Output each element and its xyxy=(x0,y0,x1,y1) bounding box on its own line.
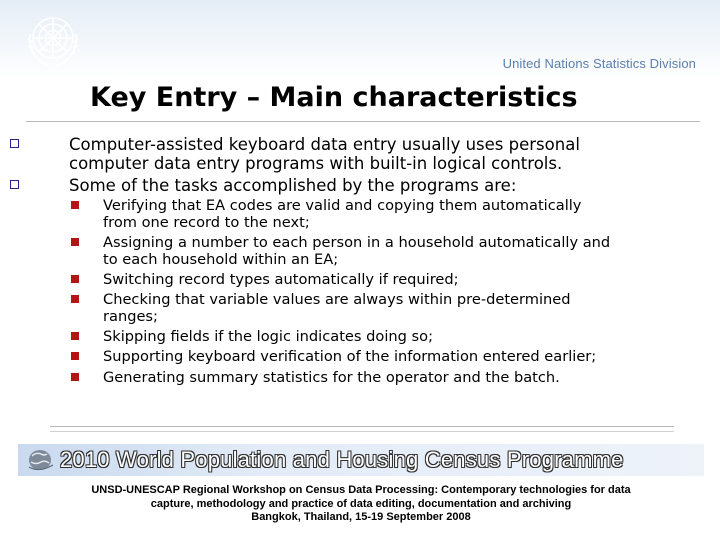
sub-list-item: Supporting keyboard verification of the information entered earlier; xyxy=(103,348,703,365)
filled-square-bullet-icon xyxy=(71,352,79,360)
sub-list-item: Checking that variable values are always within pre-determined ranges; xyxy=(103,291,703,325)
footer-divider xyxy=(50,431,674,432)
un-emblem-icon xyxy=(20,8,86,74)
organization-name: United Nations Statistics Division xyxy=(502,56,696,71)
sub-list-item: Assigning a number to each person in a household automatically and to each household within an EA; xyxy=(103,234,703,268)
sub-list-item: Skipping fields if the logic indicates doing so; xyxy=(103,328,703,345)
square-bullet-icon xyxy=(10,139,19,148)
globe-icon xyxy=(26,447,56,473)
programme-banner xyxy=(18,444,704,476)
filled-square-bullet-icon xyxy=(71,238,79,246)
filled-square-bullet-icon xyxy=(71,201,79,209)
slide-title: Key Entry – Main characteristics xyxy=(90,82,578,113)
filled-square-bullet-icon xyxy=(71,275,79,283)
filled-square-bullet-icon xyxy=(71,332,79,340)
footer-caption: UNSD-UNESCAP Regional Workshop on Census Data Processing: Contemporary technologies for data capture, methodology and practice of data editing, documentation and archiving Bangkok, Thailand, 15-19 September 2008 xyxy=(91,484,631,523)
filled-square-bullet-icon xyxy=(71,373,79,381)
title-divider xyxy=(26,121,700,122)
filled-square-bullet-icon xyxy=(71,295,79,303)
sub-list-item: Switching record types automatically if required; xyxy=(103,271,703,288)
list-item: Computer-assisted keyboard data entry usually uses personal computer data entry programs with built-in logical controls. xyxy=(69,135,699,173)
list-item: Some of the tasks accomplished by the programs are: xyxy=(69,176,699,195)
banner-title: 2010 World Population and Housing Census Programme xyxy=(60,447,624,472)
sub-list-item: Verifying that EA codes are valid and copying them automatically from one record to the next; xyxy=(103,197,703,231)
square-bullet-icon xyxy=(10,180,19,189)
sub-list-item: Generating summary statistics for the operator and the batch. xyxy=(103,369,703,386)
footer-divider xyxy=(50,426,674,427)
